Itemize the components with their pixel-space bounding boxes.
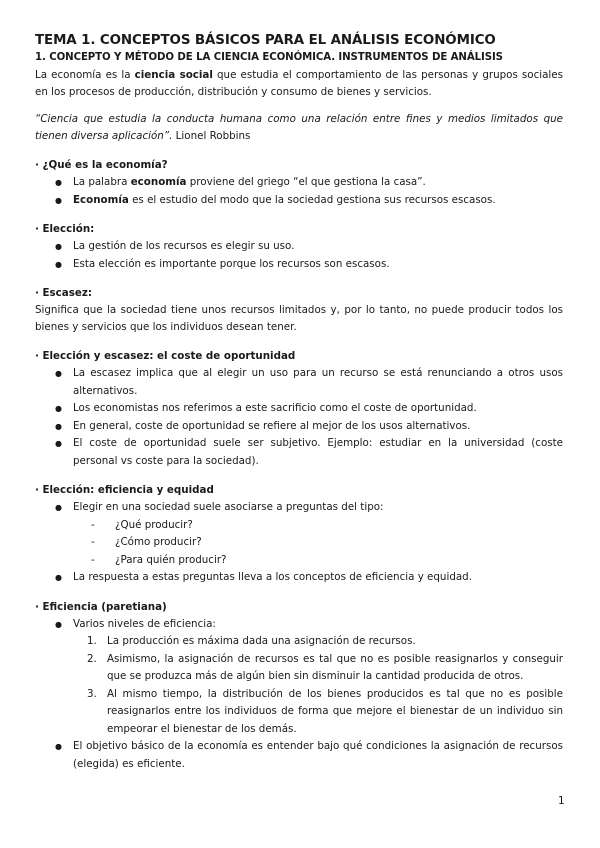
list-item: ● El objetivo básico de la economía es entender bajo qué condiciones la asignación de recursos (elegida) es eficiente. <box>35 738 563 773</box>
section-title: · Elección y escasez: el coste de oportunidad <box>35 350 296 362</box>
section-eficiencia-paretiana <box>35 599 563 774</box>
section-title: · Escasez: <box>35 287 92 299</box>
section-coste-oportunidad <box>35 348 563 470</box>
numbered-item: 2. Asimismo, la asignación de recursos es tal que no es posible reasignarlos y conseguir que se produzca más de algún bien sin disminuir la cantidad producida de otros. <box>87 652 563 682</box>
list-item: ● El coste de oportunidad suele ser subjetivo. Ejemplo: estudiar en la universidad (coste personal vs coste para la sociedad). <box>35 435 563 470</box>
section-que-es <box>35 157 563 209</box>
section-title: · ¿Qué es la economía? <box>35 159 168 171</box>
section-heading: 1. CONCEPTO Y MÉTODO DE LA CIENCIA ECONÓMICA. INSTRUMENTOS DE ANÁLISIS <box>35 52 503 63</box>
section-escasez <box>35 285 563 336</box>
robbins-quote: “Ciencia que estudia la conducta humana como una relación entre fines y medios limitados que tienen diversa aplicación”. Lionel Robbins <box>35 113 563 142</box>
section-title: · Eficiencia (paretiana) <box>35 600 167 613</box>
list-item: ● Varios niveles de eficiencia: 1. La producción es máxima dada una asignación de recursos. 2. Asimismo, la asignación de recursos es tal que no es posible reasignarlos y conseguir que se produzca más de algún bien sin disminuir la cantidad producida de otros. 3. Al mismo tiempo, la distribución de los bienes producidos es tal que no es posible reasignarlos entre los individuos de forma que mejore el bienestar de un individuo sin empeorar el bienestar de los demás. <box>35 616 563 739</box>
list-item: ● La respuesta a estas preguntas lleva a los conceptos de eficiencia y equidad. <box>35 569 563 587</box>
list-item: ● La palabra economía proviene del griego “el que gestiona la casa”. <box>35 174 563 192</box>
section-title: · Elección: <box>35 223 95 235</box>
list-item: ● Los economistas nos referimos a este sacrificio como el coste de oportunidad. <box>35 400 563 418</box>
list-item: ● La escasez implica que al elegir un uso para un recurso se está renunciando a otros usos alternativos. <box>35 365 563 400</box>
list-item: ● Elegir en una sociedad suele asociarse a preguntas del tipo: - ¿Qué producir? - ¿Cómo producir? - ¿Para quién producir? <box>35 499 563 569</box>
section-eleccion <box>35 221 563 273</box>
escasez-paragraph: Significa que la sociedad tiene unos recursos limitados y, por lo tanto, no puede producir todos los bienes y servicios que los individuos desean tener. <box>35 304 563 333</box>
section-eficiencia-equidad <box>35 482 563 587</box>
page-title: TEMA 1. CONCEPTOS BÁSICOS PARA EL ANÁLISIS ECONÓMICO <box>35 33 496 48</box>
list-item: ● La gestión de los recursos es elegir su uso. <box>35 238 563 256</box>
list-item: ● Esta elección es importante porque los recursos son escasos. <box>35 256 563 274</box>
list-item: ● Economía es el estudio del modo que la sociedad gestiona sus recursos escasos. <box>35 192 563 210</box>
question-item: - ¿Qué producir? <box>35 517 563 535</box>
document-content <box>35 33 563 773</box>
intro-paragraph: La economía es la ciencia social que estudia el comportamiento de las personas y grupos sociales en los procesos de producción, distribución y consumo de bienes y servicios. <box>35 69 563 98</box>
page-number: 1 <box>558 795 565 807</box>
question-item: - ¿Para quién producir? <box>35 552 563 570</box>
numbered-item: 1. La producción es máxima dada una asignación de recursos. <box>87 635 416 647</box>
section-title: · Elección: eficiencia y equidad <box>35 484 214 496</box>
list-item: ● En general, coste de oportunidad se refiere al mejor de los usos alternativos. <box>35 418 563 436</box>
numbered-item: 3. Al mismo tiempo, la distribución de los bienes producidos es tal que no es posible reasignarlos entre los individuos de forma que mejore el bienestar de un individuo sin empeorar el bienestar de los demás. <box>87 687 563 735</box>
question-item: - ¿Cómo producir? <box>35 534 563 552</box>
quote-author: Lionel Robbins <box>172 130 251 142</box>
